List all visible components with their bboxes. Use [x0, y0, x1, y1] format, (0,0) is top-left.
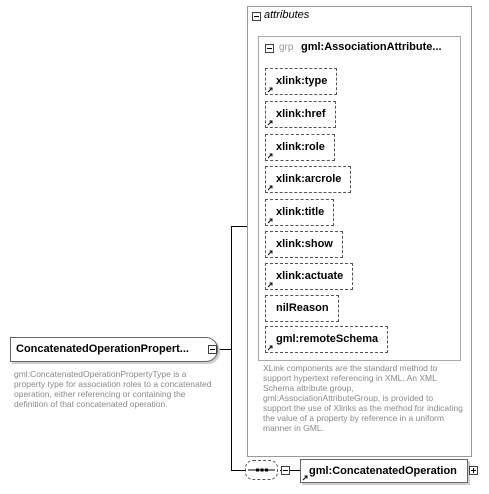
child-element-label: gml:ConcatenatedOperation: [309, 465, 457, 477]
attribute-xlink-arcrole[interactable]: xlink:arcrole: [265, 166, 351, 193]
attribute-xlink-role[interactable]: xlink:role: [265, 134, 335, 161]
attribute-xlink-show[interactable]: xlink:show: [265, 231, 343, 258]
main-element-box[interactable]: [10, 337, 218, 362]
child-element-box[interactable]: [300, 459, 468, 483]
connector-to-attributes: [231, 226, 247, 227]
sequence-icon: [246, 461, 277, 479]
attribute-gml-remoteschema[interactable]: gml:remoteSchema: [265, 326, 388, 353]
attribute-xlink-actuate[interactable]: xlink:actuate: [265, 263, 353, 290]
connector-vertical: [231, 226, 232, 471]
reference-arrow-icon: [267, 184, 274, 191]
group-name: gml:AssociationAttribute...: [301, 41, 442, 53]
attribute-nilreason[interactable]: nilReason: [265, 295, 339, 322]
collapse-group-icon[interactable]: [265, 44, 274, 53]
reference-arrow-icon: [267, 86, 274, 93]
reference-arrow-icon: [267, 249, 274, 256]
reference-arrow-icon: [267, 217, 274, 224]
expand-child-element-icon[interactable]: [469, 466, 478, 475]
attribute-xlink-href[interactable]: xlink:href: [265, 101, 336, 128]
collapse-attributes-icon[interactable]: [252, 12, 261, 21]
reference-arrow-icon: [267, 119, 274, 126]
main-element-description: gml:ConcatenatedOperationPropertyType is a property type for association roles to a concatenated operation, either referencing or containing the definition of that concatenated operation.: [14, 369, 212, 409]
sequence-compositor[interactable]: [245, 460, 278, 480]
reference-arrow-icon: [267, 152, 274, 159]
attribute-xlink-type[interactable]: xlink:type: [265, 68, 337, 95]
reference-arrow-icon: [267, 281, 274, 288]
attributes-description: XLink components are the standard method to support hypertext referencing in XML. An XML Schema attribute group, gml:AssociationAttributeGroup, is provided to support the use of Xlinks as the method for indicating the value of a property by reference in a uniform manner in GML.: [263, 363, 463, 433]
main-element-label: ConcatenatedOperationPropert...: [16, 343, 189, 355]
connector-main-h: [219, 349, 231, 350]
collapse-main-element-icon[interactable]: [208, 345, 217, 354]
reference-arrow-icon: [302, 474, 309, 481]
collapse-sequence-icon[interactable]: [281, 466, 290, 475]
connector-to-sequence: [231, 470, 245, 471]
attribute-xlink-title[interactable]: xlink:title: [265, 199, 334, 226]
group-prefix: grp: [279, 42, 294, 53]
attributes-title: attributes: [264, 9, 310, 21]
reference-arrow-icon: [267, 344, 274, 351]
